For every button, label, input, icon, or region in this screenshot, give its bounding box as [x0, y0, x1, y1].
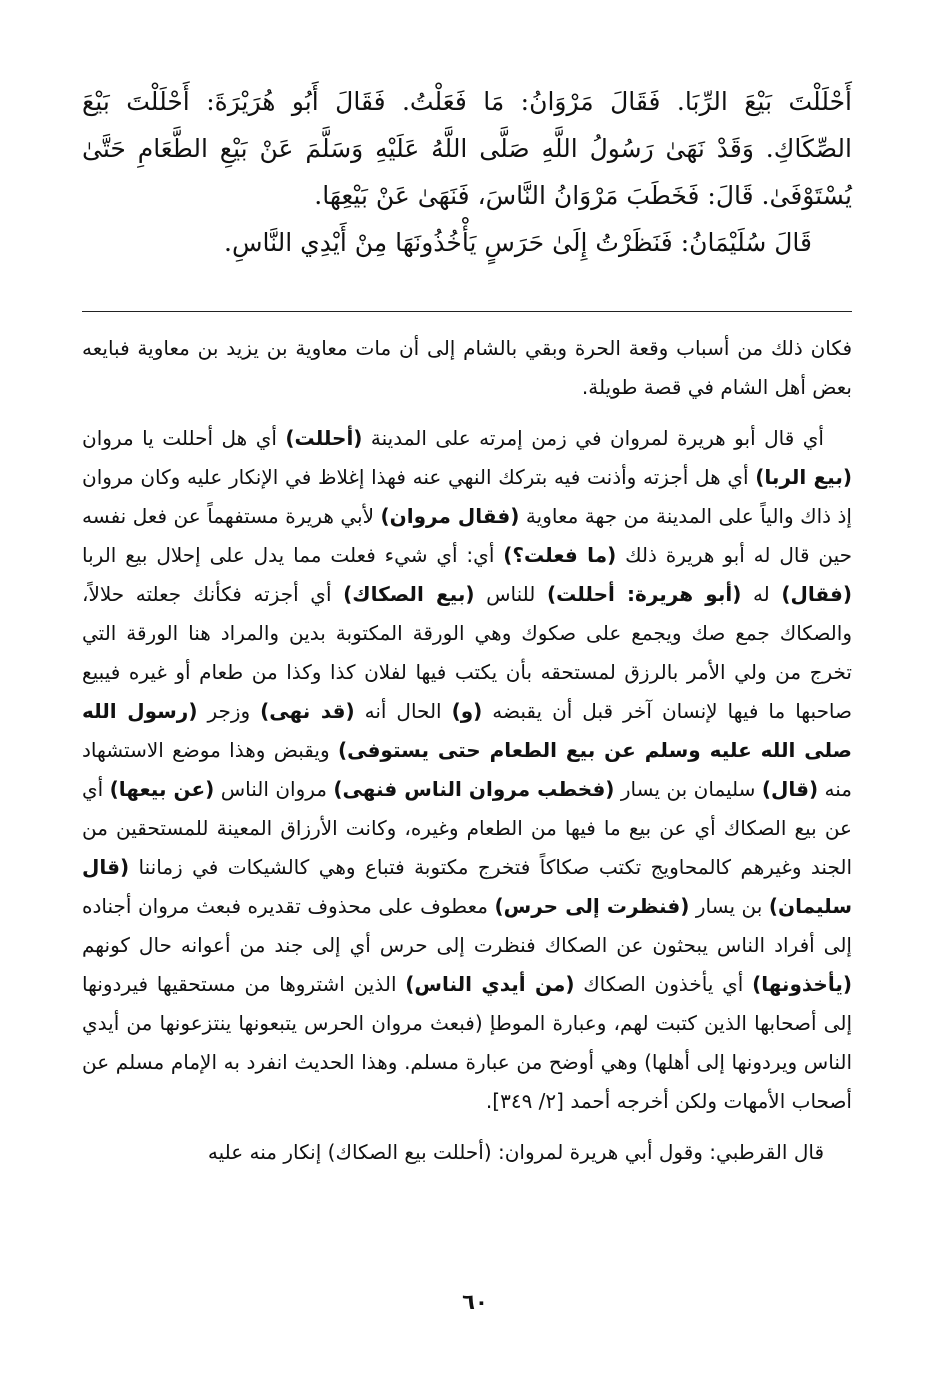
- quoted-phrase: (عن بيعها): [109, 777, 215, 801]
- commentary-text: لأبي هريرة مستفهماً عن فعل نفسه حين قال له أبو هريرة ذلك: [82, 504, 852, 567]
- hadith-text-block: [82, 78, 852, 266]
- commentary-paragraph-1: فكان ذلك من أسباب وقعة الحرة وبقي بالشام إلى أن مات معاوية بن يزيد بن معاوية فبايعه بعض أهل الشام في قصة طويلة.: [82, 336, 852, 399]
- hadith-paragraph-1: أَحْلَلْتَ بَيْعَ الرِّبَا. فَقَالَ مَرْوَانُ: مَا فَعَلْتُ. فَقَالَ أَبُو هُرَيْرَةَ: أَحْلَلْتَ بَيْعَ الصِّكَاكِ. وَقَدْ نَهَىٰ رَسُولُ اللَّهِ صَلَّى اللَّهُ عَلَيْهِ وَسَلَّمَ عَنْ بَيْعِ الطَّعَامِ حَتَّىٰ يُسْتَوْفَىٰ. قَالَ: فَخَطَبَ مَرْوَانُ النَّاسَ، فَنَهَىٰ عَنْ بَيْعِهَا.: [82, 87, 852, 210]
- commentary-text: بن يسار: [689, 894, 769, 918]
- footnote-divider: [82, 311, 852, 312]
- quoted-phrase: (ما فعلت؟): [503, 543, 617, 567]
- quoted-phrase: (فخطب مروان الناس فنهى): [333, 777, 615, 801]
- quoted-phrase: (فقال): [781, 582, 853, 606]
- commentary-text: أي هل أحللت يا مروان: [82, 426, 286, 450]
- commentary-paragraph-3: قال القرطبي: وقول أبي هريرة لمروان: (أحللت بيع الصكاك) إنكار منه عليه: [207, 1140, 824, 1164]
- commentary-text: أي: أي شيء فعلت مما يدل على إحلال بيع الربا: [82, 543, 504, 567]
- quoted-phrase: (و): [451, 699, 483, 723]
- commentary-text: أي عن بيع الصكاك أي عن بيع ما فيها من الطعام وغيره، وكانت الأرزاق المعينة للمستحقين من الجند وغيرهم كالمحاويج تكتب صكاكاً فتخرج مكتوبة فتباع وهي كالشيكات في زماننا: [82, 777, 852, 879]
- commentary-text: معطوف على محذوف تقديره فبعث مروان أجناده إلى أفراد الناس يبحثون عن الصكاك فنظرت إلى حرس أي إلى جند من أعوانه حال كونهم: [82, 894, 852, 957]
- commentary-text: له: [741, 582, 782, 606]
- quoted-phrase: (فقال مروان): [380, 504, 520, 528]
- commentary-text: وزجر: [197, 699, 261, 723]
- page-number: ٦٠: [462, 1290, 488, 1314]
- commentary-text: مروان الناس: [214, 777, 334, 801]
- hadith-text: [82, 78, 852, 266]
- quoted-phrase: (من أيدي الناس): [405, 972, 575, 996]
- commentary-block: [82, 329, 852, 1184]
- quoted-phrase: (يأخذونها): [752, 972, 852, 996]
- quoted-phrase: (رسول الله صلى الله عليه وسلم عن بيع الطعام حتى يستوفى): [82, 699, 852, 762]
- commentary-text: سليمان بن يسار: [614, 777, 762, 801]
- quoted-phrase: (أحللت): [285, 426, 363, 450]
- quoted-phrase: (قد نهى): [260, 699, 355, 723]
- quoted-phrase: (قال سليمان): [82, 855, 852, 918]
- quoted-phrase: (قال): [761, 777, 819, 801]
- quoted-phrase: (بيع الربا): [755, 465, 852, 489]
- quoted-phrase: (فنظرت إلى حرس): [494, 894, 690, 918]
- commentary-text: الذين اشتروها من مستحقيها فيردونها إلى أصحابها الذين كتبت لهم، وعبارة الموطإ (فبعث مروان الحرس يتبعونها ينتزعونها من أيدي الناس ويردونها إلى أهلها) وهي أوضح من عبارة مسلم. وهذا الحديث انفرد به الإمام مسلم عن أصحاب الأمهات ولكن أخرجه أحمد [٢/ ٣٤٩].: [82, 972, 852, 1113]
- commentary-text: للناس: [474, 582, 547, 606]
- commentary-text: أي قال أبو هريرة لمروان في زمن إمرته على المدينة: [362, 426, 824, 450]
- commentary-text: أي هل أجزته وأذنت فيه بتركك النهي عنه فهذا إغلاظ في الإنكار عليه وكان مروان إذ ذاك والياً على المدينة من جهة معاوية: [82, 465, 852, 528]
- commentary-text: أي يأخذون الصكاك: [574, 972, 753, 996]
- quoted-phrase: (أبو هريرة: أحللت): [546, 582, 742, 606]
- commentary-paragraph-2: [82, 419, 852, 1121]
- hadith-paragraph-2: قَالَ سُلَيْمَانُ: فَنَظَرْتُ إِلَىٰ حَرَسٍ يَأْخُذُونَهَا مِنْ أَيْدِي النَّاسِ.: [224, 228, 812, 257]
- commentary-text: أي أجزته فكأنك جعلته حلالاً، والصكاك جمع صك ويجمع على صكوك وهي الورقة المكتوبة بدين والمراد هنا الورقة التي تخرج من ولي الأمر بالرزق لمستحقه بأن يكتب فيها لفلان كذا وكذا من طعام أو غيره فيبيع صاحبها ما فيها لإنسان آخر قبل أن يقبضه: [82, 582, 853, 723]
- commentary-text: الحال أنه: [354, 699, 452, 723]
- quoted-phrase: (بيع الصكاك): [343, 582, 475, 606]
- commentary-text: ويقبض وهذا موضع الاستشهاد منه: [82, 738, 853, 801]
